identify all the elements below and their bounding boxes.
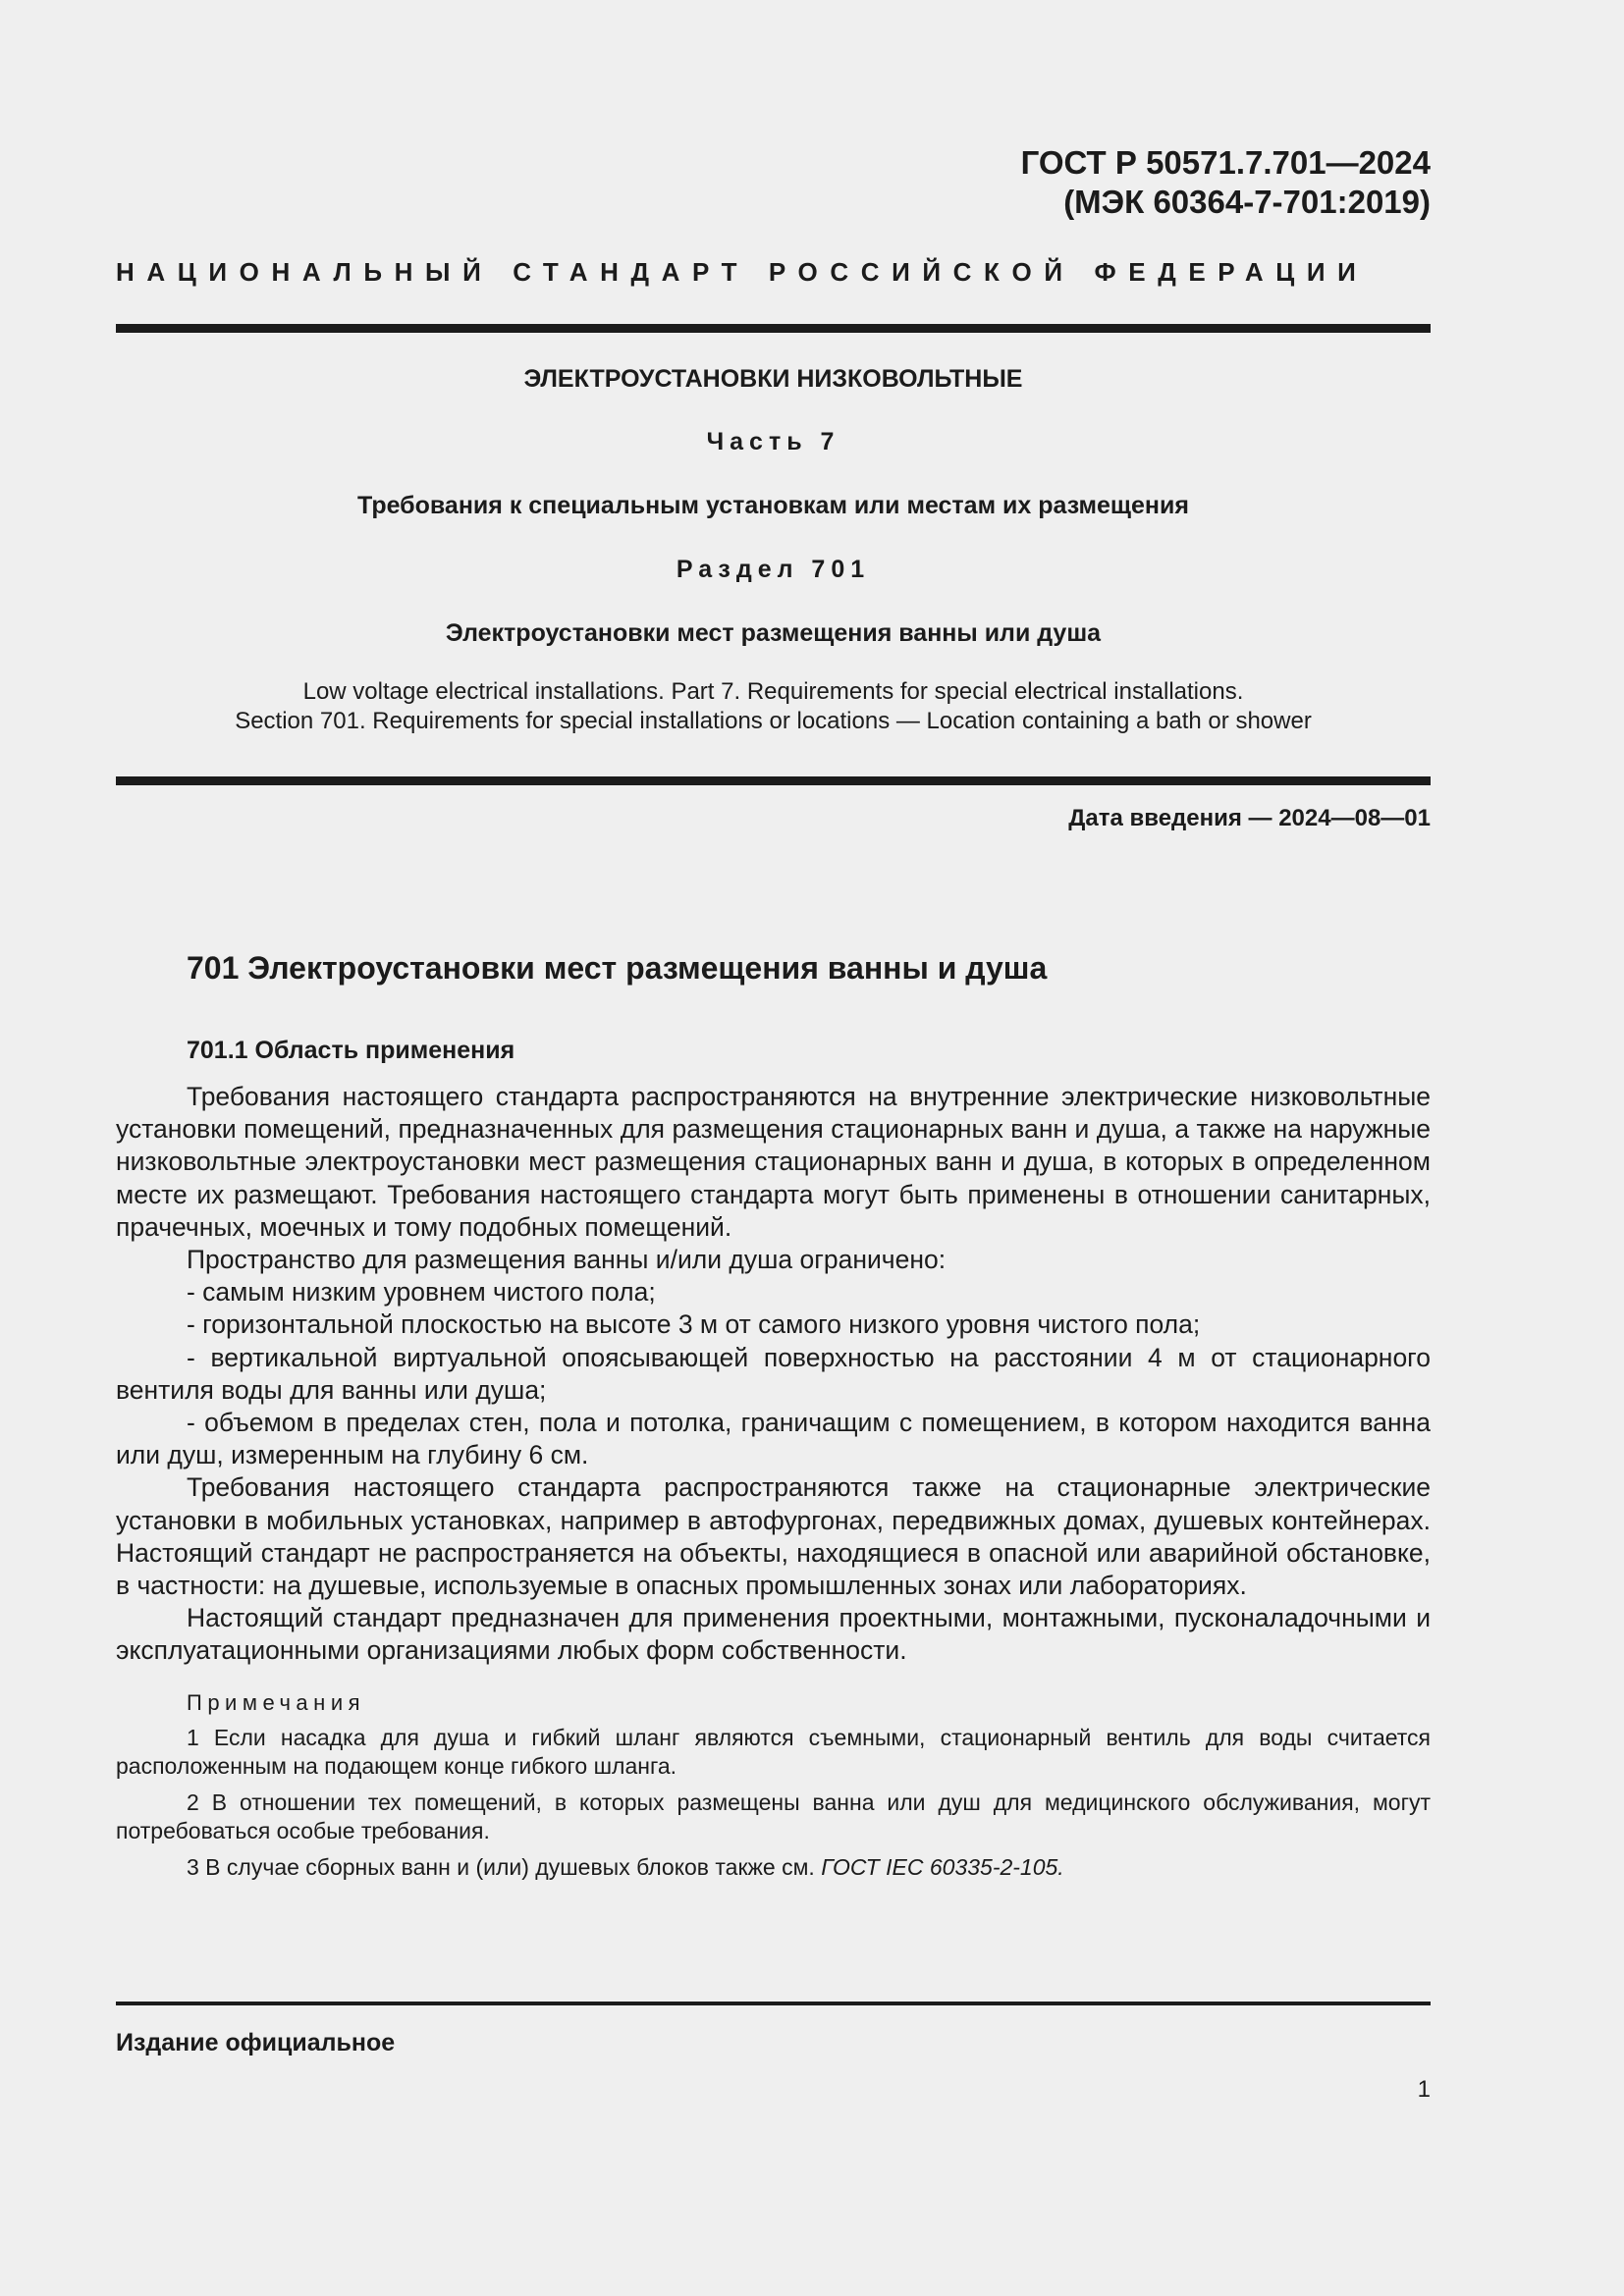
top-divider (116, 324, 1431, 333)
list-item: - самым низким уровнем чистого пола; (187, 1277, 656, 1308)
body-text (116, 1081, 1431, 1668)
subsection-heading: 701.1 Область применения (187, 1037, 515, 1064)
note-text: 3 В случае сборных ванн и (или) душевых блоков также см. (187, 1854, 822, 1880)
section-title: Электроустановки мест размещения ванны или душа (445, 619, 1102, 647)
section-label: Раздел 701 (676, 556, 871, 583)
paragraph: Настоящий стандарт предназначен для применения проектными, монтажными, пусконаладочными и эксплуатационными организациями любых форм собственности. (116, 1603, 1431, 1666)
english-title-line-1: Low voltage electrical installations. Part 7. Requirements for special electrical installations. (302, 678, 1244, 705)
official-edition-label: Издание официальное (116, 2029, 396, 2056)
note-item: 2 В отношении тех помещений, в которых размещены ванна или душ для медицинского обслуживания, могут потребоваться особые требования. (116, 1789, 1431, 1843)
notes-heading: Примечания (187, 1690, 366, 1715)
standard-number: ГОСТ Р 50571.7.701—2024 (1020, 144, 1431, 181)
section-heading: 701 Электроустановки мест размещения ванны и душа (187, 950, 1048, 986)
introduction-date: Дата введения — 2024—08—01 (1068, 805, 1431, 831)
paragraph: Требования настоящего стандарта распространяются на внутренние электрические низковольтные установки помещений, предназначенных для размещения стационарных ванн и душа, а также на наружные низковольтные электроустановки мест размещения стационарных ванн и душа, в которых в определенном месте их размещают. Требования настоящего стандарта могут быть применены в отношении санитарных, прачечных, моечных и тому подобных помещений. (116, 1082, 1431, 1242)
paragraph: Пространство для размещения ванны и/или душа ограничено: (187, 1245, 947, 1275)
list-item: - горизонтальной плоскостью на высоте 3 м от самого низкого уровня чистого пола; (187, 1309, 1201, 1340)
note-item: 1 Если насадка для душа и гибкий шланг являются съемными, стационарный вентиль для воды считается расположенным на подающем конце гибкого шланга. (116, 1725, 1431, 1779)
list-item: - объемом в пределах стен, пола и потолка, граничащим с помещением, в котором находится ванна или душ, измеренным на глубину 6 см. (116, 1408, 1431, 1470)
iec-number: (МЭК 60364-7-701:2019) (1063, 184, 1431, 220)
standard-reference: ГОСТ IEC 60335-2-105. (821, 1854, 1064, 1880)
part-label: Часть 7 (706, 428, 840, 455)
footer-divider (116, 2002, 1431, 2005)
part-title: Требования к специальным установкам или местам их размещения (357, 492, 1189, 519)
note-item (116, 1853, 1431, 1882)
national-standard-title: НАЦИОНАЛЬНЫЙ СТАНДАРТ РОССИЙСКОЙ ФЕДЕРАЦИИ (116, 257, 1369, 287)
document-page (116, 0, 1431, 2296)
english-title (116, 677, 1431, 736)
standard-number-block (1021, 143, 1431, 222)
list-item: - вертикальной виртуальной опоясывающей поверхностью на расстоянии 4 м от стационарного вентиля воды для ванны или душа; (116, 1342, 1431, 1405)
notes-block (116, 1724, 1431, 1890)
main-title: ЭЛЕКТРОУСТАНОВКИ НИЗКОВОЛЬТНЫЕ (523, 365, 1023, 393)
english-title-line-2: Section 701. Requirements for special installations or locations — Location containing a bath or shower (235, 708, 1312, 734)
paragraph: Требования настоящего стандарта распространяются также на стационарные электрические установки в мобильных установках, например в автофургонах, передвижных домах, душевых контейнерах. Настоящий стандарт не распространяется на объекты, находящиеся в опасной или аварийной обстановке, в частности: на душевые, используемые в опасных промышленных зонах или лабораториях. (116, 1472, 1431, 1601)
title-bottom-divider (116, 776, 1431, 785)
page-number: 1 (1417, 2076, 1431, 2103)
